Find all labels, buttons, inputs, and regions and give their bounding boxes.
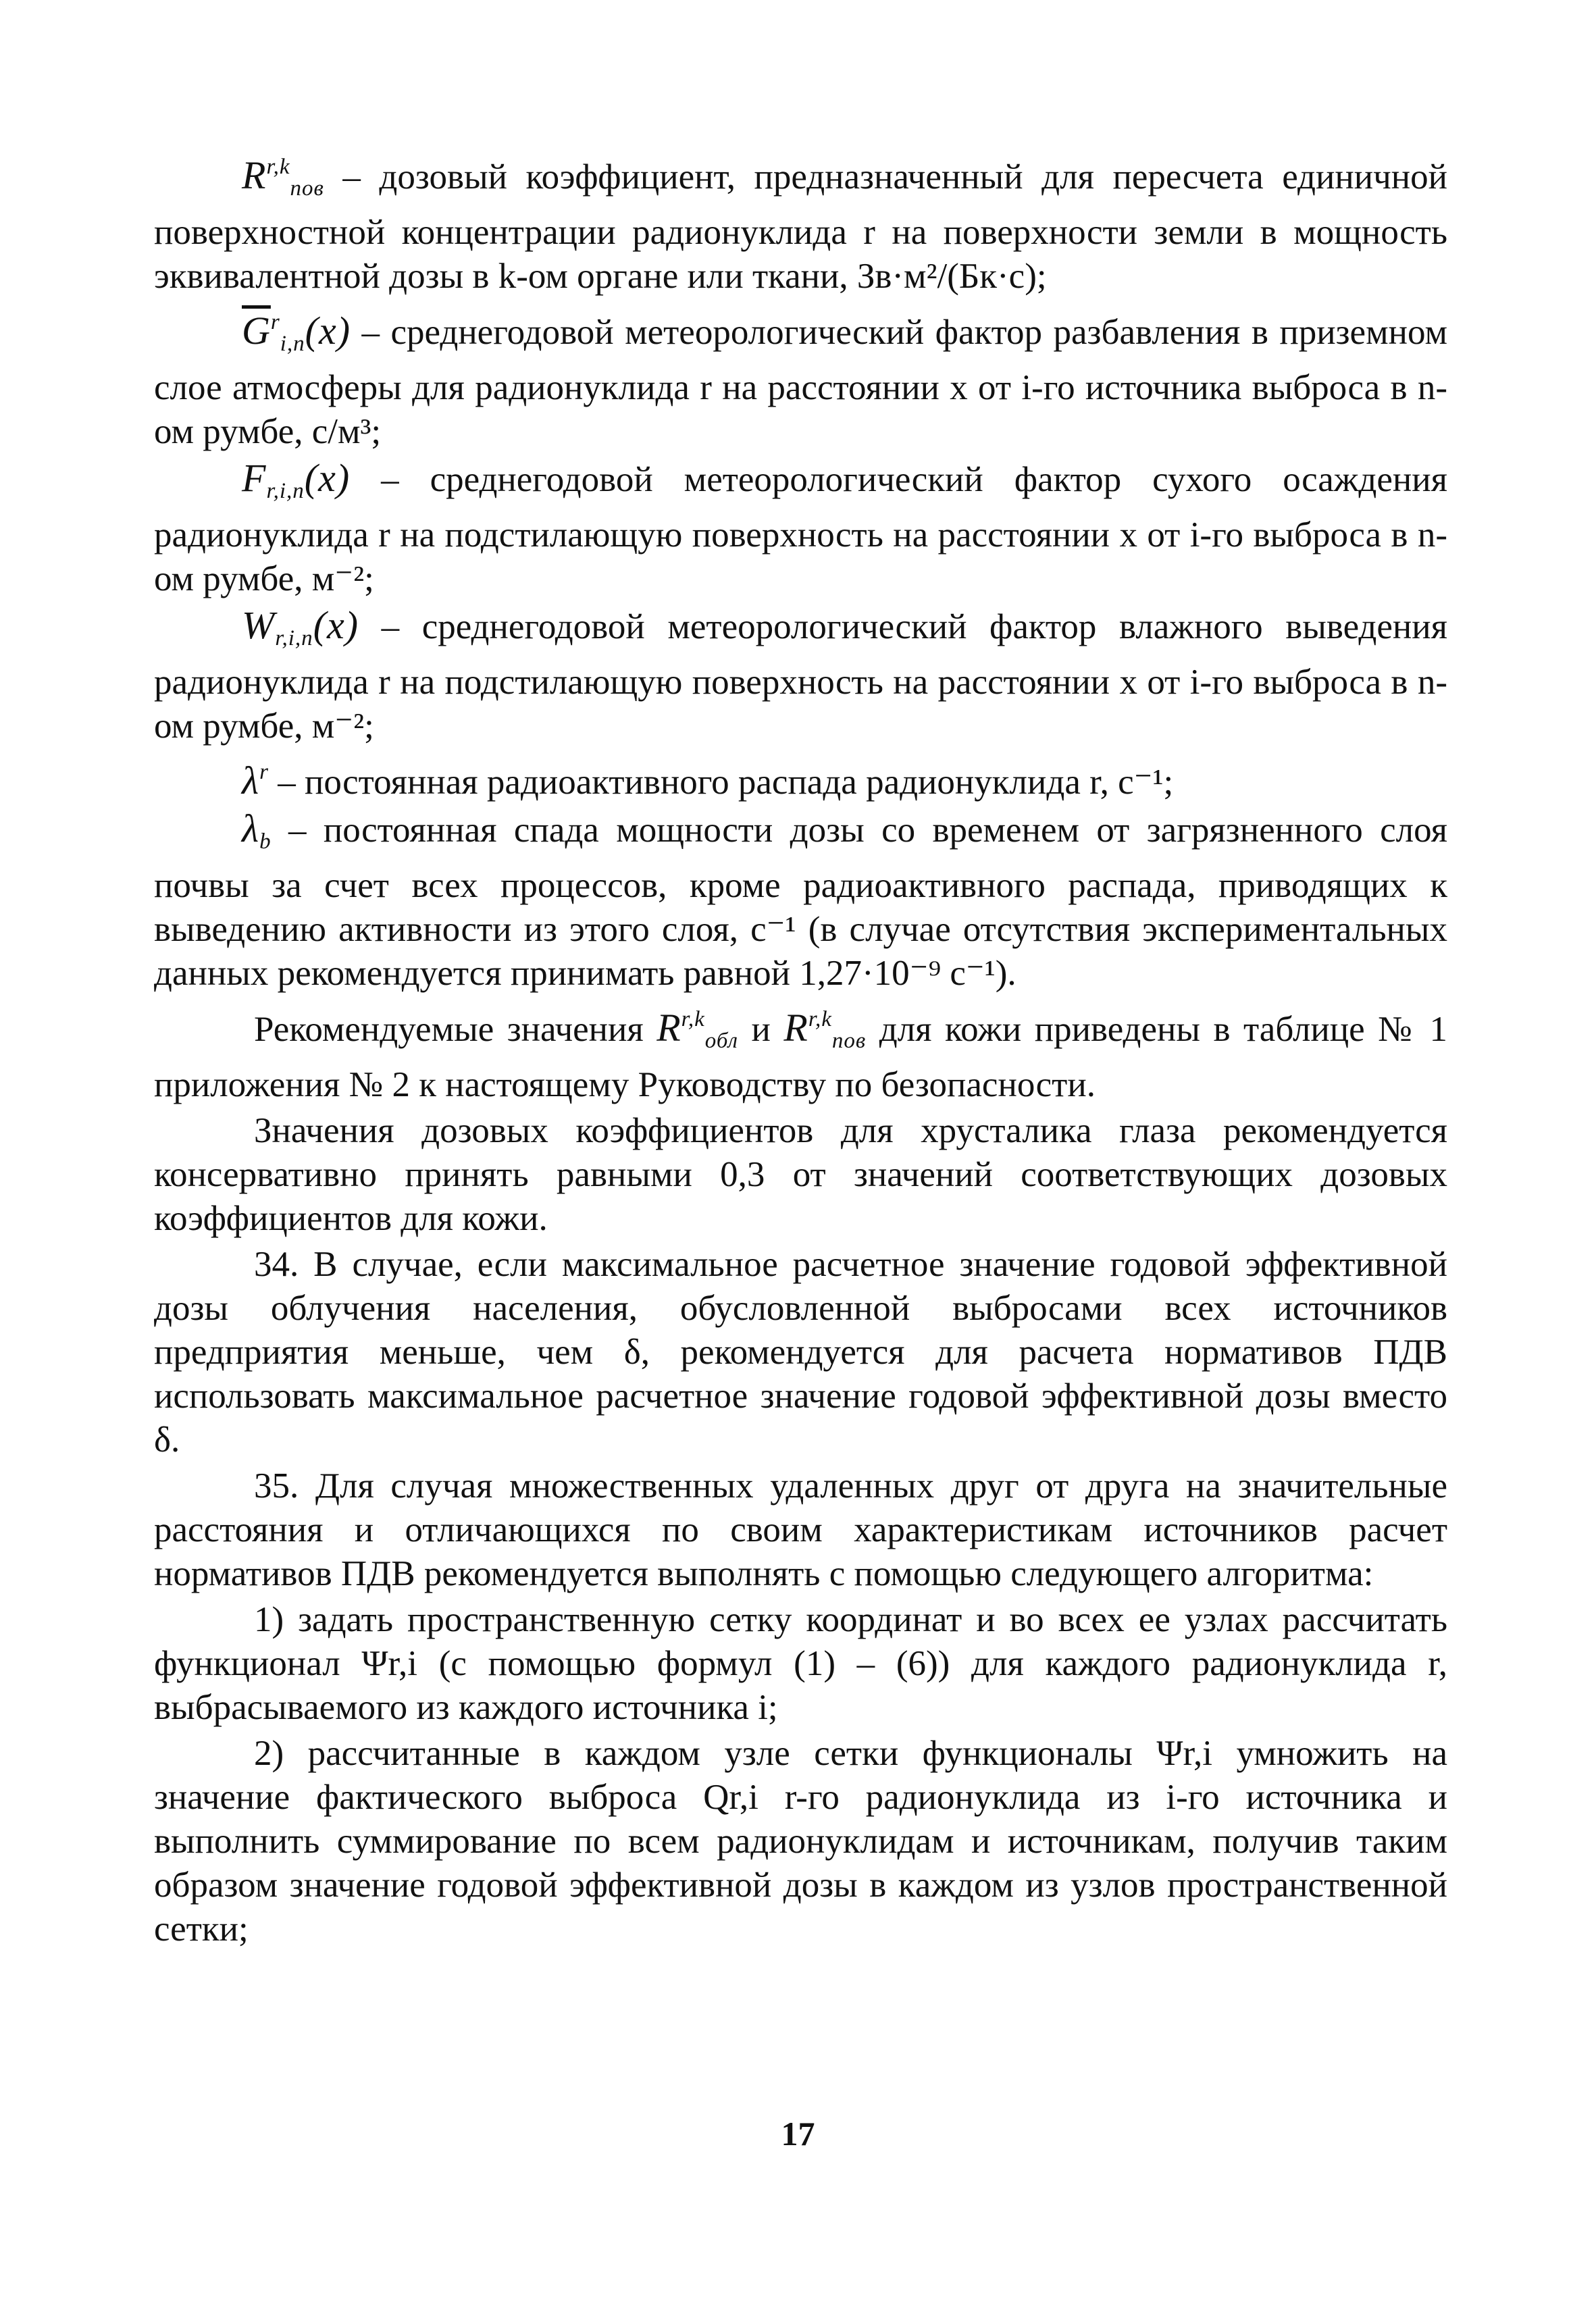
paragraph-35: 35. Для случая множественных удаленных друг от друга на значительные расстояния и отличающихся по своим характеристикам источников расчет нормативов ПДВ рекомендуется выполнять с помощью следующего алгоритма: xyxy=(154,1466,1447,1593)
definition-lambda-b xyxy=(154,806,1447,996)
formula-symbol: $W_{r,i,n}(x)$ xyxy=(242,603,359,650)
list-item-2: 2) рассчитанные в каждом узле сетки функционалы Ψr,i умножить на значение фактического выброса Qr,i r-го радионуклида из i-го источника и выполнить суммирование по всем радионуклидам и источникам, получив таким образом значение годовой эффективной дозы в каждом из узлов пространственной сетки; xyxy=(154,1734,1447,1949)
recommend-paragraph: Рекомендуемые значения R$^{r,k}_{обл}$ и R$^{r,k}_{пов}$ для кожи приведены в таблице № 1 приложения № 2 к настоящему Руководству по безопасности. xyxy=(154,1006,1447,1104)
definition-g xyxy=(154,301,1447,454)
definition-text: – постоянная радиоактивного распада радионуклида r, с⁻¹; xyxy=(268,763,1174,802)
paragraph-lens: Значения дозовых коэффициентов для хрусталика глаза рекомендуется консервативно принять равными 0,3 от значений соответствующих дозовых коэффициентов для кожи. xyxy=(154,1111,1447,1238)
definition-r-pov xyxy=(154,145,1447,299)
formula-symbol-r-obl: R$^{r,k}_{обл}$ xyxy=(657,1006,738,1053)
definition-text: – среднегодовой метеорологический фактор разбавления в приземном слое атмосферы для радионуклида r на расстоянии x от i-го источника выброса в n-ом румбе, с/м³; xyxy=(154,313,1447,451)
formula-symbol: $\lambda^r$ xyxy=(242,759,269,802)
definition-text: – постоянная спада мощности дозы со временем от загрязненного слоя почвы за счет всех процессов, кроме радиоактивного распада, приводящих к выведению активности из этого слоя, с⁻¹ (в случае отсутствия экспериментальных данных рекомендуется принимать равной 1,27·10⁻⁹ с⁻¹). xyxy=(154,811,1447,993)
page-number: 17 xyxy=(781,2115,815,2153)
document-body xyxy=(154,145,1447,1953)
formula-symbol: $\overline{G}^r_{i,n}(x)$ xyxy=(242,309,351,356)
formula-symbol: $F_{r,i,n}(x)$ xyxy=(242,456,351,503)
formula-symbol: $\lambda_b$ xyxy=(242,806,272,854)
definition-lambda-r xyxy=(154,750,1447,804)
paragraph-34: 34. В случае, если максимальное расчетное значение годовой эффективной дозы облучения населения, обусловленной выбросами всех источников предприятия меньше, чем δ, рекомендуется для расчета нормативов ПДВ использовать максимальное расчетное значение годовой эффективной дозы вместо δ. xyxy=(154,1245,1447,1460)
definition-text: – среднегодовой метеорологический фактор влажного выведения радионуклида r на подстилающую поверхность на расстоянии x от i-го выброса в n-ом румбе, м⁻²; xyxy=(154,607,1447,746)
definition-text: – среднегодовой метеорологический фактор сухого осаждения радионуклида r на подстилающую поверхность на расстоянии x от i-го выброса в n-ом румбе, м⁻²; xyxy=(154,460,1447,598)
definition-w xyxy=(154,603,1447,748)
definition-f xyxy=(154,456,1447,601)
formula-symbol: R$^{r,k}_{пов}$ xyxy=(242,153,324,201)
list-item-1: 1) задать пространственную сетку координат и во всех ее узлах рассчитать функционал Ψr,i (с помощью формул (1) – (6)) для каждого радионуклида r, выбрасываемого из каждого источника i; xyxy=(154,1600,1447,1727)
formula-symbol-r-pov: R$^{r,k}_{пов}$ xyxy=(783,1006,867,1053)
definition-text: – дозовый коэффициент, предназначенный для пересчета единичной поверхностной концентрации радионуклида r на поверхности земли в мощность эквивалентной дозы в k-ом органе или ткани, Зв·м²/(Бк·с); xyxy=(154,157,1447,296)
